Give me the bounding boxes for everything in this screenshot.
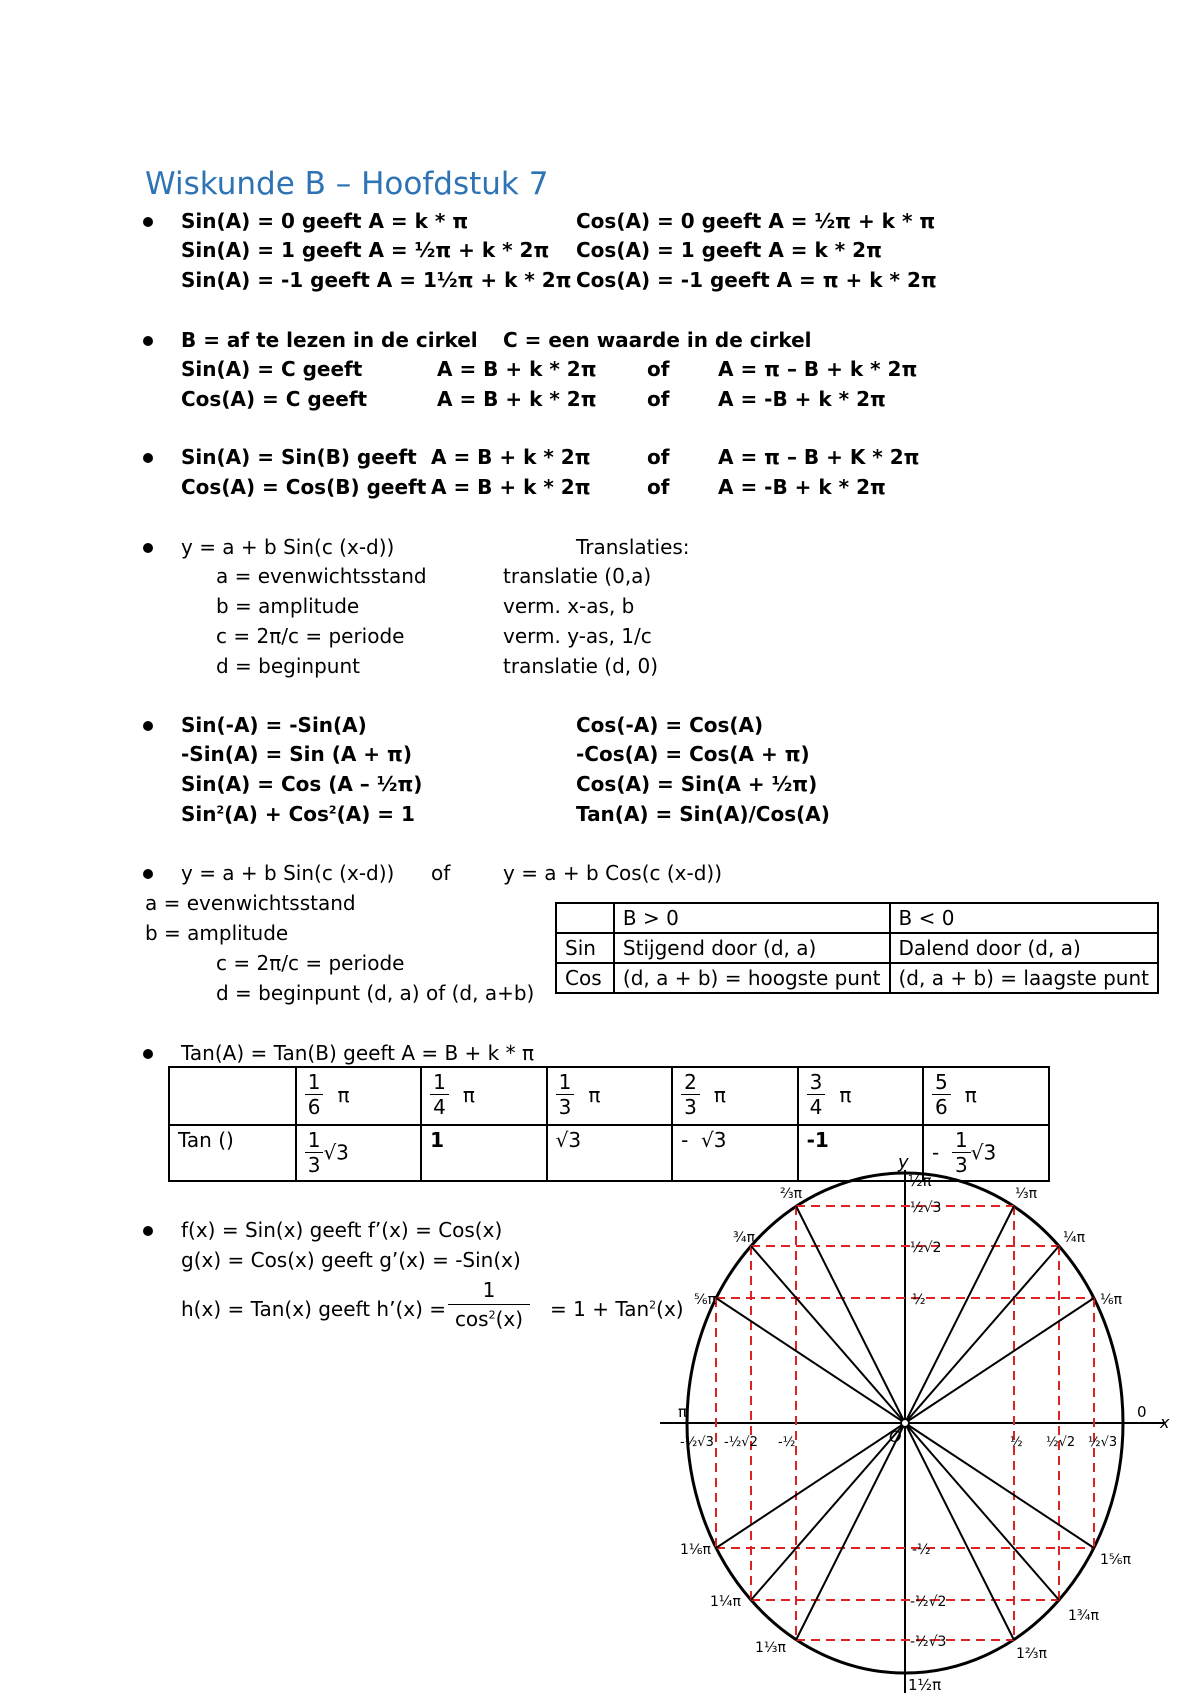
or-label: of [647, 387, 670, 411]
angle-one-half-pi: 1½π [908, 1676, 942, 1694]
c-definition: C = een waarde in de cirkel [503, 328, 812, 352]
x-value: -½√2 [724, 1435, 758, 1450]
angle-label: ¼π [1063, 1230, 1085, 1246]
angle-label: ⅓π [1015, 1186, 1037, 1202]
tan-value: √3 [547, 1125, 672, 1181]
sin-sin: Sin(A) = Sin(B) geeft [181, 445, 417, 469]
derivative-tan-rhs: = 1 + Tan$^2$(x) [550, 1297, 684, 1321]
identity-4: Sin$^2$(A) + Cos$^2$(A) = 1 [181, 802, 415, 826]
header-positive: B > 0 [614, 903, 890, 933]
param-b-2: b = amplitude [145, 921, 289, 945]
y-value: -½ [912, 1542, 931, 1558]
translation-1: translatie (0,a) [503, 564, 652, 588]
cos-one: Cos(A) = 1 geeft A = k * 2π [576, 238, 882, 262]
x-axis-label: x [1160, 1413, 1170, 1432]
x-value: ½√3 [1088, 1435, 1118, 1450]
angle-col: $\frac{2}{3}$ π [672, 1067, 797, 1125]
cos-c: Cos(A) = C geeft [181, 387, 368, 411]
angle-col: $\frac{5}{6}$ π [923, 1067, 1049, 1125]
translation-4: translatie (d, 0) [503, 654, 659, 678]
b-definition: B = af te lezen in de cirkel [181, 328, 478, 352]
param-c: c = 2π/c = periode [216, 624, 405, 648]
param-b: b = amplitude [216, 594, 360, 618]
identity-8: Tan(A) = Sin(A)/Cos(A) [576, 802, 830, 826]
or-label: of [647, 475, 670, 499]
tan-value: - $\frac{1}{3}$ √3 [923, 1125, 1049, 1181]
empty-cell [556, 903, 614, 933]
param-d-2: d = beginpunt (d, a) of (d, a+b) [216, 981, 535, 1005]
angle-col: $\frac{1}{3}$ π [547, 1067, 672, 1125]
sin-negative: Dalend door (d, a) [890, 933, 1159, 963]
empty-cell [169, 1067, 296, 1125]
y-axis-label: y [898, 1158, 909, 1173]
radius-45 [905, 1246, 1059, 1423]
bullet [143, 1049, 153, 1059]
radius-30 [905, 1298, 1094, 1423]
sin-c-alt: A = π – B + k * 2π [718, 357, 918, 381]
angle-pi: π [678, 1403, 688, 1421]
angle-label: 1⅚π [1100, 1552, 1131, 1568]
sin-c-solution: A = B + k * 2π [437, 357, 597, 381]
x-value: ½ [1010, 1435, 1023, 1450]
sine-formula-2: y = a + b Sin(c (x-d)) [181, 861, 395, 885]
tan-row-label: Tan () [169, 1125, 296, 1181]
radius-240 [796, 1423, 905, 1640]
translation-2: verm. x-as, b [503, 594, 635, 618]
cos-c-alt: A = -B + k * 2π [718, 387, 886, 411]
cos-cos-solution: A = B + k * 2π [431, 475, 591, 499]
tan-value: - √3 [672, 1125, 797, 1181]
derivative-fraction: 1 $\cos^2(x)$ [448, 1278, 530, 1331]
row-sin: Sin [556, 933, 614, 963]
angle-label: ¾π [733, 1230, 755, 1246]
angle-col: $\frac{1}{4}$ π [421, 1067, 546, 1125]
sin-positive: Stijgend door (d, a) [614, 933, 890, 963]
param-d: d = beginpunt [216, 654, 360, 678]
origin-label: O [889, 1427, 902, 1446]
radius-120 [796, 1206, 905, 1423]
bullet [143, 869, 153, 879]
identity-6: -Cos(A) = Cos(A + π) [576, 742, 810, 766]
unit-circle-diagram [660, 1158, 1180, 1698]
sin-sin-solution: A = B + k * 2π [431, 445, 591, 469]
derivative-sin: f(x) = Sin(x) geeft f’(x) = Cos(x) [181, 1218, 503, 1242]
tan-value: $\frac{1}{3}$ √3 [296, 1125, 421, 1181]
tan-value: 1 [421, 1125, 546, 1181]
sin-sin-alt: A = π – B + K * 2π [718, 445, 920, 469]
angle-label: 1⅔π [1016, 1646, 1047, 1662]
derivative-cos: g(x) = Cos(x) geeft g’(x) = -Sin(x) [181, 1248, 521, 1272]
page-title: Wiskunde B – Hoofdstuk 7 [145, 166, 549, 202]
bullet [143, 1226, 153, 1236]
header-negative: B < 0 [890, 903, 1159, 933]
angle-label: ⅚π [694, 1292, 716, 1308]
cos-positive: (d, a + b) = hoogste punt [614, 963, 890, 993]
param-a: a = evenwichtsstand [216, 564, 427, 588]
cos-cos: Cos(A) = Cos(B) geeft [181, 475, 427, 499]
cos-negative: (d, a + b) = laagste punt [890, 963, 1159, 993]
cos-cos-alt: A = -B + k * 2π [718, 475, 886, 499]
identity-7: Cos(A) = Sin(A + ½π) [576, 772, 818, 796]
bullet [143, 453, 153, 463]
x-value: -½√3 [680, 1435, 714, 1450]
translations-heading: Translaties: [576, 535, 690, 559]
derivative-tan: h(x) = Tan(x) geeft h’(x) = [181, 1297, 447, 1321]
angle-label: 1¾π [1068, 1608, 1099, 1624]
radius-315 [905, 1423, 1059, 1600]
angle-label: 1⅓π [755, 1640, 786, 1656]
tan-formula: Tan(A) = Tan(B) geeft A = B + k * π [181, 1041, 534, 1065]
or-label: of [647, 445, 670, 469]
identity-3: Sin(A) = Cos (A – ½π) [181, 772, 423, 796]
sine-formula: y = a + b Sin(c (x-d)) [181, 535, 395, 559]
angle-zero: 0 [1137, 1403, 1147, 1421]
x-value: -½ [778, 1435, 796, 1450]
cos-minus-one: Cos(A) = -1 geeft A = π + k * 2π [576, 268, 937, 292]
angle-label: ⅔π [780, 1186, 802, 1202]
x-value: ½√2 [1046, 1435, 1076, 1450]
identity-5: Cos(-A) = Cos(A) [576, 713, 764, 737]
radius-150 [716, 1298, 905, 1423]
y-value: ½ [912, 1292, 926, 1308]
row-cos: Cos [556, 963, 614, 993]
y-value: ½√2 [910, 1240, 942, 1256]
sign-table [555, 902, 1159, 994]
bullet [143, 336, 153, 346]
angle-col: $\frac{3}{4}$ π [798, 1067, 923, 1125]
angle-label: 1⅙π [680, 1542, 711, 1558]
tan-value: -1 [798, 1125, 923, 1181]
param-a-2: a = evenwichtsstand [145, 891, 356, 915]
bullet [143, 543, 153, 553]
identity-1: Sin(-A) = -Sin(A) [181, 713, 367, 737]
angle-label: ⅙π [1100, 1292, 1122, 1308]
angle-half-pi: ½π [908, 1172, 932, 1190]
param-c-2: c = 2π/c = periode [216, 951, 405, 975]
origin-point [901, 1419, 909, 1427]
angle-col: $\frac{1}{6}$ π [296, 1067, 421, 1125]
cos-zero: Cos(A) = 0 geeft A = ½π + k * π [576, 209, 936, 233]
sin-one: Sin(A) = 1 geeft A = ½π + k * 2π [181, 238, 550, 262]
radius-225 [751, 1423, 905, 1600]
cos-c-solution: A = B + k * 2π [437, 387, 597, 411]
y-value: -½√3 [910, 1634, 947, 1650]
radius-60 [905, 1206, 1014, 1423]
identity-2: -Sin(A) = Sin (A + π) [181, 742, 412, 766]
y-value: ½√3 [910, 1200, 942, 1216]
sin-zero: Sin(A) = 0 geeft A = k * π [181, 209, 469, 233]
bullet [143, 217, 153, 227]
sin-c: Sin(A) = C geeft [181, 357, 363, 381]
angle-label: 1¼π [710, 1594, 741, 1610]
y-value: -½√2 [910, 1594, 947, 1610]
radius-135 [751, 1246, 905, 1423]
translation-3: verm. y-as, 1/c [503, 624, 652, 648]
sin-minus-one: Sin(A) = -1 geeft A = 1½π + k * 2π [181, 268, 572, 292]
cosine-formula: y = a + b Cos(c (x-d)) [503, 861, 723, 885]
bullet [143, 721, 153, 731]
or-label: of [431, 861, 451, 885]
or-label: of [647, 357, 670, 381]
